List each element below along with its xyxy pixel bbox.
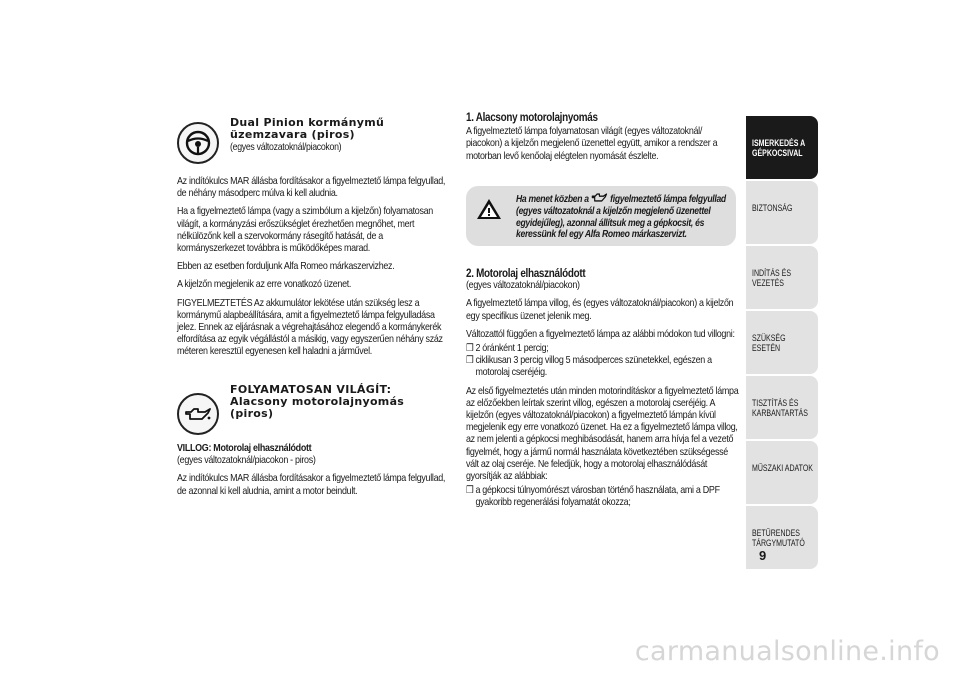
list-item xyxy=(466,343,739,355)
warning-box xyxy=(466,186,736,246)
tab-biztonsag[interactable] xyxy=(746,181,818,244)
list-item-text: 2 óránként 1 percig; xyxy=(475,343,549,355)
low-oil-pressure-paragraph: A figyelmeztető lámpa folyamatosan világít (egyes változatoknál/ piacokon) a kijelzőn megjelenő üzenettel együtt, amikor a rendszer a motorban levő kenőolaj elégtelen nyomását észlelte. xyxy=(466,126,718,162)
oil-degraded-p1: A figyelmeztető lámpa villog, és (egyes változatoknál/piacokon) a kijelzőn egy specifikus üzenet jelenik meg. xyxy=(466,298,734,322)
page-number: 9 xyxy=(759,548,767,563)
low-oil-pressure-heading: 1. Alacsony motorolajnyomás xyxy=(466,112,598,124)
oil-paragraph: Az indítókulcs MAR állásba fordításakor a figyelmeztető lámpa felgyullad, de azonnal ki kell aludnia, amint a motor beindult. xyxy=(177,473,446,497)
tab-szukseg[interactable] xyxy=(746,311,818,374)
steering-warning-paragraph: FIGYELMEZTETÉS Az akkumulátor lekötése után szükség lesz a kormánymű alapbeállítására, amit a figyelmeztető lámpa felgyulladása jelez. Ennek az eljárásnak a végrehajtásához elegendő a kormánykerék elfordítása az egyik végállástól a másikig, vagy egyszerűen néhány száz méteren keresztül egyenesen kell haladni a járművel. xyxy=(177,297,443,358)
oil-title-line3: (piros) xyxy=(230,407,274,420)
oil-degraded-section xyxy=(466,268,739,510)
tab-betu[interactable] xyxy=(746,506,818,569)
steering-paragraph: Ebben az esetben forduljunk Alfa Romeo márkaszervizhez. xyxy=(177,261,395,273)
section-oil-title xyxy=(230,384,404,420)
steering-title-line2: üzemzavara (piros) xyxy=(230,128,355,141)
oil-subheading-note: (egyes változatoknál/piacokon - piros) xyxy=(177,455,316,467)
tab-label: MŰSZAKI ADATOK xyxy=(752,463,813,473)
list-item xyxy=(466,355,739,379)
chapter-tabs xyxy=(746,116,818,571)
bullet-icon: ❒ xyxy=(466,485,474,497)
tab-ismerkedes[interactable] xyxy=(746,116,818,179)
oil-can-icon xyxy=(591,192,608,206)
tab-label: BIZTONSÁG xyxy=(752,203,793,213)
steering-subtitle: (egyes változatoknál/piacokon) xyxy=(230,142,342,153)
steering-body xyxy=(177,176,452,365)
bullet-icon: ❒ xyxy=(466,355,474,367)
warning-text-start: Ha menet közben a xyxy=(516,193,589,205)
oil-subheading: VILLOG: Motorolaj elhasználódott xyxy=(177,443,312,454)
tab-label: INDÍTÁS ÉS VEZETÉS xyxy=(752,268,792,288)
low-oil-pressure-section xyxy=(466,112,739,169)
warning-text xyxy=(516,192,740,241)
warning-text-end: figyelmeztető lámpa felgyullad (egyes változatoknál a kijelzőn megjelenő üzenettel egyidejűleg), azonnal állítsuk meg a gépkocsit, és keressünk fel egy Alfa Romeo márkaszervizt. xyxy=(516,193,726,241)
tab-muszaki[interactable] xyxy=(746,441,818,504)
tab-label: TISZTÍTÁS ÉS KARBANTARTÁS xyxy=(752,398,808,418)
oil-degraded-note: (egyes változatoknál/piacokon) xyxy=(466,280,580,292)
tab-label: SZÜKSÉG ESETÉN xyxy=(752,333,786,353)
steering-title-line1: Dual Pinion kormánymű xyxy=(230,116,385,129)
oil-title-line2: Alacsony motorolajnyomás xyxy=(230,395,405,408)
tab-tisztitas[interactable] xyxy=(746,376,818,439)
tab-inditas[interactable] xyxy=(746,246,818,309)
oil-can-icon xyxy=(177,393,219,435)
steering-paragraph: Az indítókulcs MAR állásba fordításakor a figyelmeztető lámpa felgyullad, de néhány másodperc múlva ki kell aludnia. xyxy=(177,176,446,200)
oil-degraded-heading: 2. Motorolaj elhasználódott xyxy=(466,268,586,280)
steering-paragraph: A kijelzőn megjelenik az erre vonatkozó üzenet. xyxy=(177,279,352,291)
oil-body xyxy=(177,443,452,504)
oil-degraded-p2: Változattól függően a figyelmeztető lámpa az alábbi módokon tud villogni: xyxy=(466,328,735,340)
oil-title-line1: FOLYAMATOSAN VILÁGÍT: xyxy=(230,383,392,396)
bullet-icon: ❒ xyxy=(466,343,474,355)
watermark: carmanualsonline.info xyxy=(634,636,940,667)
steering-paragraph: Ha a figyelmeztető lámpa (vagy a szimbólum a kijelzőn) folyamatosan világít, a kormányzási erőszükséglet érezhetően megnőhet, mert nélkülözőnk kell a szervokormány rásegítő hatását, de a kormányszerkezet továbbra is működőképes marad. xyxy=(177,206,433,255)
oil-degraded-p3: Az első figyelmeztetés után minden motorindításkor a figyelmeztető lámpa az előzőekben leírtak szerint villog, egészen a motorolaj cseréjéig. A kijelzőn (egyes változatoknál/piacokon) a figyelmeztető lámpán kívül megjelenik egy erre vonatkozó üzenet. Ha ez a figyelmeztető lámpa villog, az nem jelenti a gépkocsi meghibásodását, hanem arra hívja fel a vezető figyelmét, hogy a jármű normál használata következtében szükségessé vált az olaj cseréje. Ne feledjük, hogy a motorolaj elhasználódását gyorsítják az alábbiak: xyxy=(466,385,739,483)
steering-wheel-icon xyxy=(177,122,219,164)
tab-label: BETŰRENDES TÁRGYMUTATÓ xyxy=(752,528,805,548)
warning-triangle-icon xyxy=(476,198,502,225)
list-item-text: ciklikusan 3 percig villog 5 másodperces szünetekkel, egészen a motorolaj cseréjéig. xyxy=(475,355,712,379)
section-steering-title xyxy=(230,117,384,154)
tab-label: ISMERKEDÉS A GÉPKOCSIVAL xyxy=(752,138,805,158)
list-item xyxy=(466,485,739,509)
list-item-text: a gépkocsi túlnyomórészt városban történő használata, ami a DPF gyakoribb regenerálási folyamatát okozza; xyxy=(475,485,720,509)
